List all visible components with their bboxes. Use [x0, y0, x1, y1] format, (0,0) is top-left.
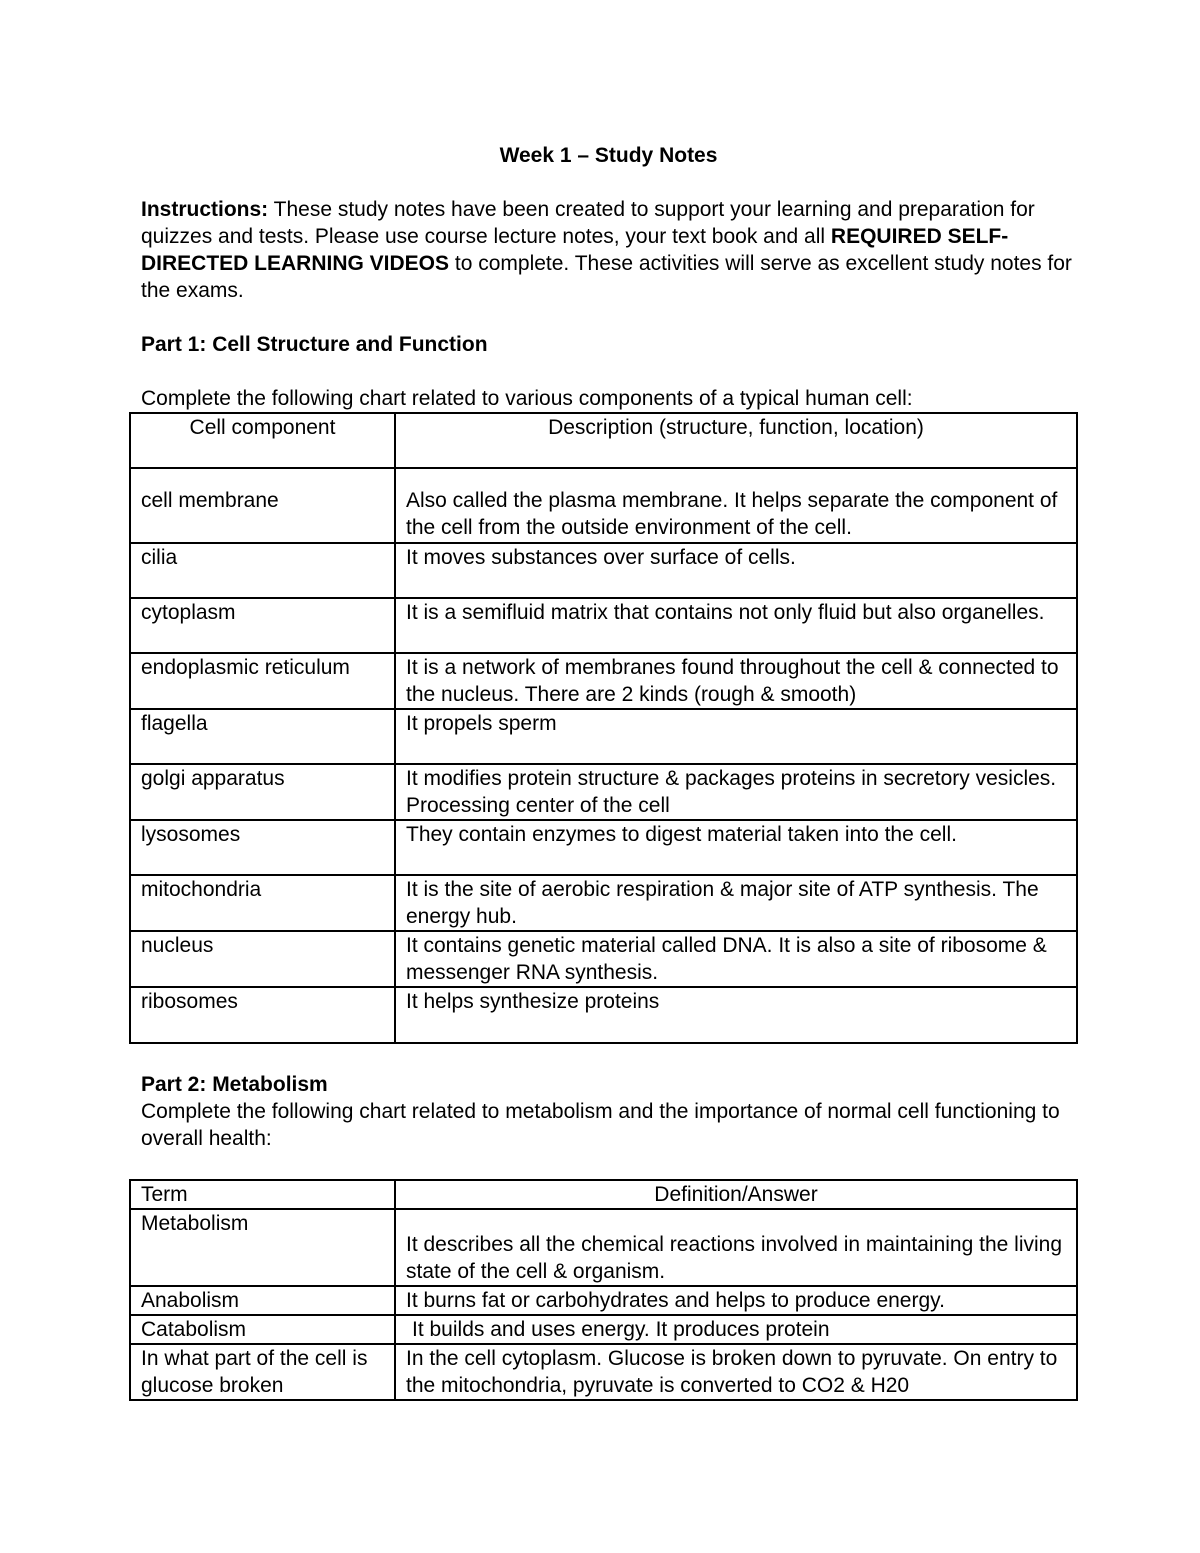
instructions-text-2: to complete. These activities will serve as excellent study notes for the exams. — [141, 252, 1072, 302]
spacer — [141, 304, 1076, 331]
column-header-term: Term — [130, 1180, 395, 1209]
cell-answer: It burns fat or carbohydrates and helps to produce energy. — [395, 1286, 1077, 1315]
cell-component: nucleus — [130, 931, 395, 987]
cell-description: It is a semifluid matrix that contains not only fluid but also organelles. — [395, 598, 1077, 653]
spacer — [141, 1044, 1076, 1071]
cell-component: cilia — [130, 543, 395, 598]
cell-components-table — [129, 412, 1078, 1044]
cell-component: mitochondria — [130, 875, 395, 931]
cell-component: endoplasmic reticulum — [130, 653, 395, 709]
cell-description: It propels sperm — [395, 709, 1077, 764]
column-header-description: Description (structure, function, location) — [395, 413, 1077, 468]
cell-answer: It builds and uses energy. It produces protein — [395, 1315, 1077, 1344]
cell-component: golgi apparatus — [130, 764, 395, 820]
document-title: Week 1 – Study Notes — [499, 144, 718, 167]
cell-description: It is a network of membranes found throughout the cell & connected to the nucleus. There are 2 kinds (rough & smooth) — [395, 653, 1077, 709]
cell-term: Anabolism — [130, 1286, 395, 1315]
spacer — [141, 1152, 1076, 1179]
cell-answer: It describes all the chemical reactions involved in maintaining the living state of the cell & organism. — [395, 1209, 1077, 1286]
instructions-label: Instructions: — [141, 198, 269, 221]
cell-description: It is the site of aerobic respiration & major site of ATP synthesis. The energy hub. — [395, 875, 1077, 931]
part2-intro: Complete the following chart related to metabolism and the importance of normal cell functioning to overall health: — [141, 1100, 1060, 1150]
table-row — [130, 709, 1077, 764]
table-row — [130, 1286, 1077, 1315]
instructions-text-1: These study notes have been created to support your learning and preparation for quizzes and tests. Please use course lecture notes, your text book and all — [141, 198, 1035, 248]
table-header-row — [130, 1180, 1077, 1209]
cell-term: Metabolism — [130, 1209, 395, 1286]
cell-description: It modifies protein structure & packages proteins in secretory vesicles. Processing center of the cell — [395, 764, 1077, 820]
part1-heading: Part 1: Cell Structure and Function — [141, 333, 488, 356]
table-row — [130, 1209, 1077, 1286]
cell-description: It contains genetic material called DNA. It is also a site of ribosome & messenger RNA synthesis. — [395, 931, 1077, 987]
cell-component: flagella — [130, 709, 395, 764]
table-header-row — [130, 413, 1077, 468]
instructions-paragraph — [141, 196, 1076, 304]
spacer — [141, 358, 1076, 385]
table-row — [130, 820, 1077, 875]
table-row — [130, 468, 1077, 543]
cell-description: It helps synthesize proteins — [395, 987, 1077, 1043]
table-row — [130, 653, 1077, 709]
table-row — [130, 598, 1077, 653]
table-row — [130, 1344, 1077, 1400]
part1-intro: Complete the following chart related to various components of a typical human cell: — [141, 387, 913, 410]
cell-term: Catabolism — [130, 1315, 395, 1344]
cell-description: Also called the plasma membrane. It helps separate the component of the cell from the outside environment of the cell. — [395, 468, 1077, 543]
document-page — [141, 141, 1076, 1401]
table-row — [130, 543, 1077, 598]
cell-term: In what part of the cell is glucose broken — [130, 1344, 395, 1400]
cell-answer: In the cell cytoplasm. Glucose is broken down to pyruvate. On entry to the mitochondria, pyruvate is converted to CO2 & H20 — [395, 1344, 1077, 1400]
cell-description: It moves substances over surface of cells. — [395, 543, 1077, 598]
table-row — [130, 931, 1077, 987]
column-header-answer: Definition/Answer — [395, 1180, 1077, 1209]
cell-component: lysosomes — [130, 820, 395, 875]
cell-component: ribosomes — [130, 987, 395, 1043]
cell-component: cell membrane — [130, 468, 395, 543]
metabolism-table — [129, 1179, 1078, 1401]
column-header-component: Cell component — [130, 413, 395, 468]
cell-component: cytoplasm — [130, 598, 395, 653]
cell-description: They contain enzymes to digest material taken into the cell. — [395, 820, 1077, 875]
table-row — [130, 875, 1077, 931]
table-row — [130, 764, 1077, 820]
table-row — [130, 1315, 1077, 1344]
table-row — [130, 987, 1077, 1043]
part2-heading: Part 2: Metabolism — [141, 1073, 328, 1096]
instructions-emphasis: REQUIRED SELF-DIRECTED LEARNING VIDEOS — [141, 225, 1009, 275]
